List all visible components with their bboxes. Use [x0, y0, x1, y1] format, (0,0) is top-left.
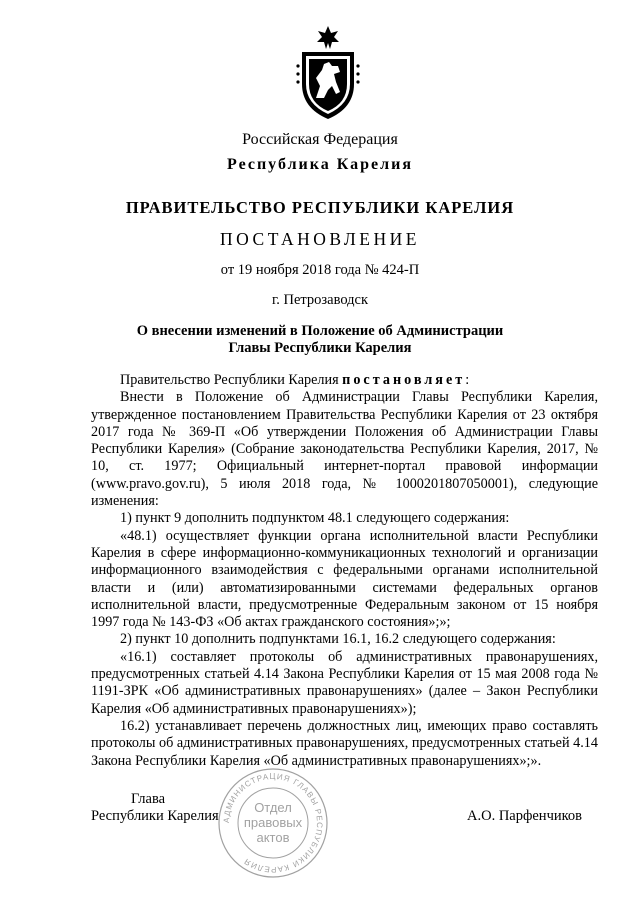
government-title: ПРАВИТЕЛЬСТВО РЕСПУБЛИКИ КАРЕЛИЯ	[125, 198, 515, 217]
stamp-ring-text: АДМИНИСТРАЦИЯ ГЛАВЫ РЕСПУБЛИКИ КАРЕЛИЯ	[221, 771, 325, 875]
document-subject	[0, 323, 640, 357]
paragraph-16-2: 16.2) устанавливает перечень должностных лиц, имеющих право составлять протоколы об административных правонарушениях, предусмотренных статьей 4.14 Закона Республики Карелия «Об административных правонарушениях»;».	[91, 717, 598, 769]
document-body	[91, 372, 598, 770]
document-city: г. Петрозаводск	[271, 292, 369, 308]
country-name: Российская Федерация	[242, 131, 398, 148]
subject-line-2: Главы Республики Карелия	[228, 340, 412, 356]
document-date-number: от 19 ноября 2018 года № 424-П	[220, 262, 420, 278]
stamp-line-1: Отдел	[254, 800, 292, 815]
document-type: ПОСТАНОВЛЕНИЕ	[220, 229, 420, 249]
paragraph-16-1: «16.1) составляет протоколы об административных правонарушениях, предусмотренных статьей 4.14 Закона Республики Карелия от 15 мая 2008 года № 1191-ЗРК «Об административных правонарушениях» (далее – Закон Республики Карелия «Об административных правонарушениях»);	[91, 648, 598, 717]
coat-of-arms-icon	[294, 26, 362, 120]
paragraph-item-2: 2) пункт 10 дополнить подпунктами 16.1, 16.2 следующего содержания:	[120, 631, 556, 648]
paragraph-item-1: 1) пункт 9 дополнить подпунктом 48.1 следующего содержания:	[120, 510, 510, 527]
subject-line-1: О внесении изменений в Положение об Администрации	[136, 323, 504, 339]
signatory-title-line-2: Республики Карелия	[91, 808, 219, 824]
intro-suffix: :	[465, 372, 470, 388]
stamp-line-2: правовых	[243, 815, 303, 830]
paragraph-48-1: «48.1) осуществляет функции органа исполнительной власти Республики Карелия в сфере информационно-коммуникационных технологий и организации информационного взаимодействия с федеральными органами исполнительной власти и (или) автоматизированными системами федеральных органов исполнительной власти, предусмотренные Федеральным законом от 15 ноября 1997 года № 143-ФЗ «Об актах гражданского состояния»;»;	[91, 527, 598, 631]
signatory-title	[91, 791, 219, 825]
department-stamp	[216, 766, 330, 880]
paragraph-amendments: Внести в Положение об Администрации Главы Республики Карелия, утвержденное постановлением Правительства Республики Карелия от 23 октября 2017 года № 369-П «Об утверждении Положения об Администрации Главы Республики Карелия» (Собрание законодательства Республики Карелия, 2017, № 10, ст. 1977; Официальный интернет-портал правовой информации (www.pravo.gov.ru), 5 июля 2018 года, № 1000201807050001), следующие изменения:	[91, 389, 598, 510]
signatory-title-line-1: Глава	[131, 791, 166, 807]
republic-name: Республика Карелия	[227, 156, 413, 173]
stamp-line-3: актов	[256, 830, 290, 845]
signatory-name: А.О. Парфенчиков	[467, 808, 583, 824]
decree-word: постановляет	[342, 372, 466, 388]
intro-paragraph	[91, 372, 598, 389]
intro-prefix: Правительство Республики Карелия	[120, 372, 343, 388]
